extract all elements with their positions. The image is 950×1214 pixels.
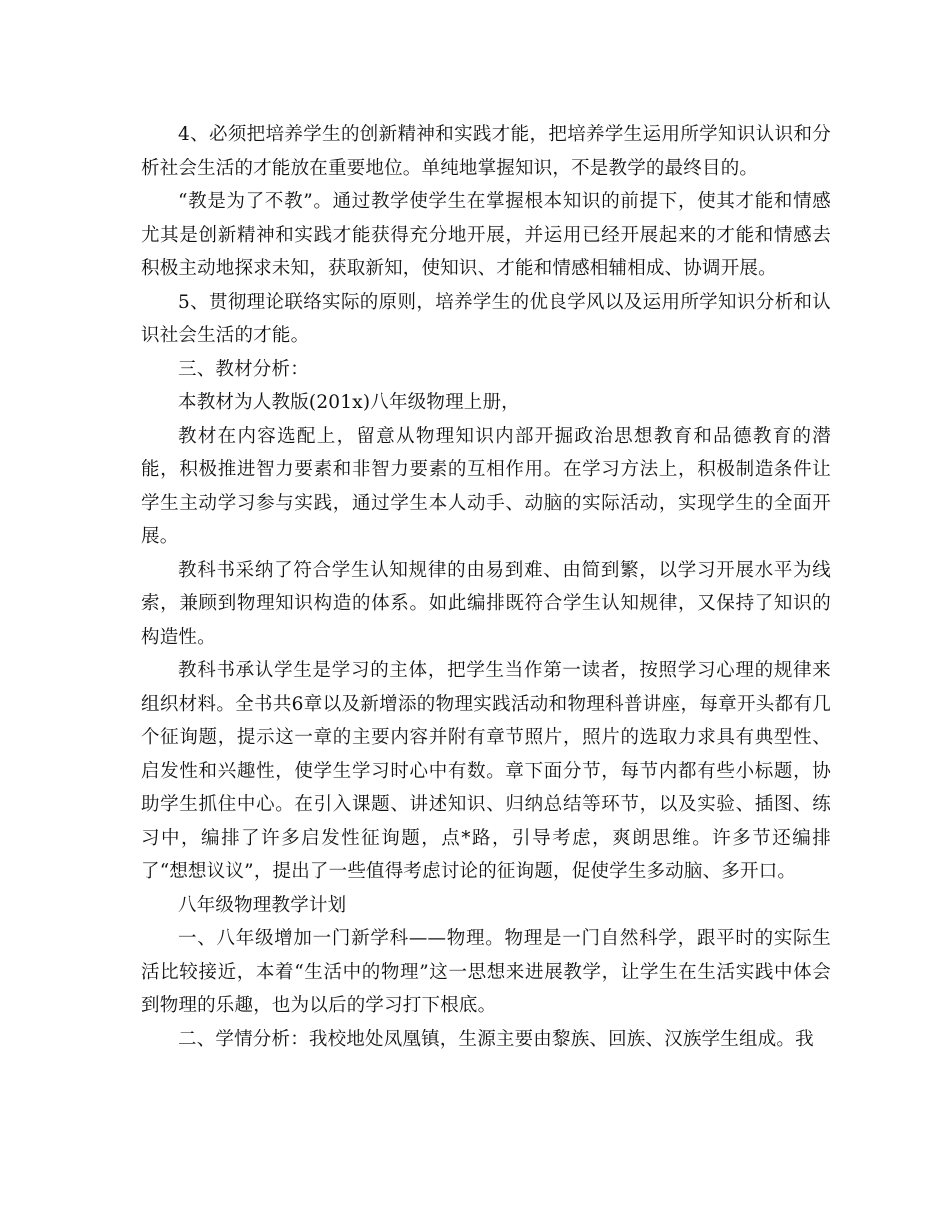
paragraph-point-5: 5、贯彻理论联络实际的原则，培养学生的优良学风以及运用所学知识分析和认识社会生活的才能。 (141, 291, 831, 346)
document-body (141, 118, 831, 1056)
section-heading-teaching-plan: 八年级物理教学计划 (178, 894, 347, 916)
paragraph-student-analysis: 二、学情分析：我校地处凤凰镇，生源主要由黎族、回族、汉族学生组成。我 (178, 1028, 814, 1050)
paragraph-teaching-goal: “教是为了不教”。通过教学使学生在掌握根本知识的前提下，使其才能和情感尤其是创新精神和实践才能获得充分地开展，并运用已经开展起来的才能和情感去积极主动地探求未知，获取新知，使知识、才能和情感相辅相成、协调开展。 (141, 191, 831, 279)
paragraph-new-subject: 一、八年级增加一门新学科——物理。物理是一门自然科学，跟平时的实际生活比较接近，本着“生活中的物理”这一思想来进展教学，让学生在生活实践中体会到物理的乐趣，也为以后的学习打下根底。 (141, 928, 831, 1016)
paragraph-textbook-structure: 教科书采纳了符合学生认知规律的由易到难、由简到繁，以学习开展水平为线索，兼顾到物理知识构造的体系。如此编排既符合学生认知规律，又保持了知识的构造性。 (141, 559, 831, 648)
paragraph-textbook-edition: 本教材为人教版(201x)八年级物理上册， (178, 392, 520, 413)
section-heading-textbook-analysis: 三、教材分析： (178, 358, 309, 380)
paragraph-textbook-organization: 教科书承认学生是学习的主体，把学生当作第一读者，按照学习心理的规律来组织材料。全书共6章以及新增添的物理实践活动和物理科普讲座，每章开头都有几个征询题，提示这一章的主要内容并附有章节照片，照片的选取力求具有典型性、启发性和兴趣性，使学生学习时心中有数。章下面分节，每节内都有些小标题，协助学生抓住中心。在引入课题、讲述知识、归纳总结等环节，以及实验、插图、练习中，编排了许多启发性征询题，点*路，引导考虑，爽朗思维。许多节还编排了“想想议议”，提出了一些值得考虑讨论的征询题，促使学生多动脑、多开口。 (141, 660, 831, 882)
paragraph-point-4: 4、必须把培养学生的创新精神和实践才能，把培养学生运用所学知识认识和分析社会生活的才能放在重要地位。单纯地掌握知识，不是教学的最终目的。 (141, 124, 831, 179)
paragraph-textbook-content: 教材在内容选配上，留意从物理知识内部开掘政治思想教育和品德教育的潜能，积极推进智力要素和非智力要素的互相作用。在学习方法上，积极制造条件让学生主动学习参与实践，通过学生本人动手、动脑的实际活动，实现学生的全面开展。 (141, 425, 831, 547)
